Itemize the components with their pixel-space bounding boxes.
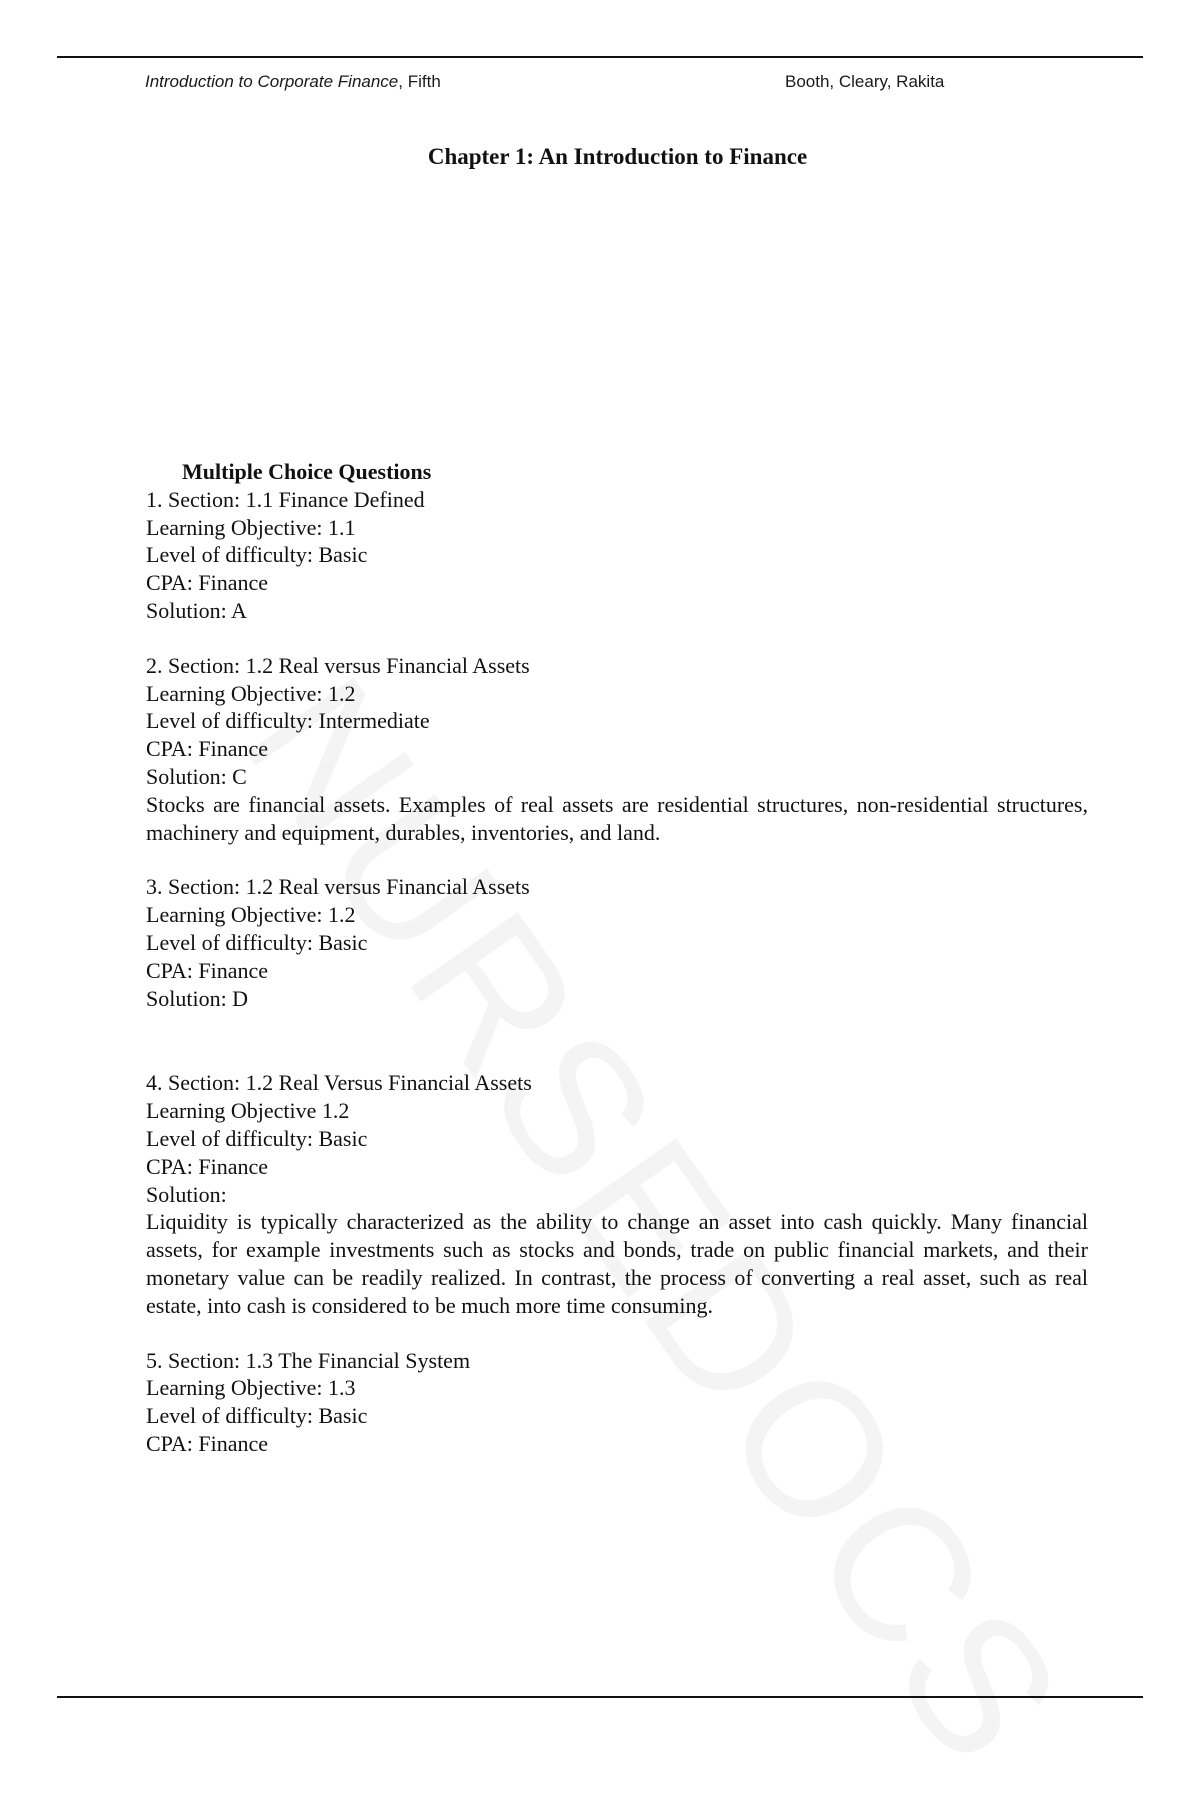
learning-objective: Learning Objective: 1.1 — [146, 514, 356, 540]
learning-objective: Learning Objective 1.2 — [146, 1098, 350, 1124]
difficulty-level: Level of difficulty: Basic — [146, 542, 368, 568]
question-item — [146, 1347, 1088, 1458]
section-heading: Multiple Choice Questions — [182, 459, 432, 484]
solution: Solution: A — [146, 597, 247, 623]
question-section: 4. Section: 1.2 Real Versus Financial Assets — [146, 1070, 532, 1096]
question-item — [146, 873, 1088, 1012]
learning-objective: Learning Objective: 1.3 — [146, 1375, 356, 1401]
difficulty-level: Level of difficulty: Intermediate — [146, 708, 430, 734]
question-list — [146, 458, 1088, 1458]
cpa-topic: CPA: Finance — [146, 736, 269, 762]
learning-objective: Learning Objective: 1.2 — [146, 680, 356, 706]
solution: Solution: D — [146, 985, 249, 1011]
running-header — [145, 72, 1045, 102]
solution-explanation: Stocks are financial assets. Examples of real assets are residential structures, non-residential structures, machinery and equipment, durables, inventories, and land. — [146, 791, 1088, 845]
question-section: 1. Section: 1.1 Finance Defined — [146, 486, 425, 512]
header-book-title: Introduction to Corporate Finance, Fifth — [145, 72, 441, 91]
cpa-topic: CPA: Finance — [146, 957, 269, 983]
question-section: 5. Section: 1.3 The Financial System — [146, 1347, 471, 1373]
top-rule — [57, 56, 1143, 58]
difficulty-level: Level of difficulty: Basic — [146, 1403, 368, 1429]
bottom-rule — [57, 1696, 1143, 1698]
cpa-topic: CPA: Finance — [146, 1430, 269, 1456]
solution-explanation: Liquidity is typically characterized as the ability to change an asset into cash quickly. Many financial assets, for example investments such as stocks and bonds, trade on public financial markets, and their monetary value can be readily realized. In contrast, the process of converting a real asset, such as real estate, into cash is considered to be much more time consuming. — [146, 1209, 1088, 1318]
learning-objective: Learning Objective: 1.2 — [146, 902, 356, 928]
solution: Solution: C — [146, 763, 247, 789]
question-section: 3. Section: 1.2 Real versus Financial Assets — [146, 874, 530, 900]
question-section: 2. Section: 1.2 Real versus Financial Assets — [146, 652, 530, 678]
question-item — [146, 652, 1088, 847]
solution: Solution: — [146, 1181, 227, 1207]
question-item — [146, 1069, 1088, 1319]
difficulty-level: Level of difficulty: Basic — [146, 929, 368, 955]
cpa-topic: CPA: Finance — [146, 1153, 269, 1179]
chapter-title: Chapter 1: An Introduction to Finance — [427, 144, 808, 169]
question-item — [146, 486, 1088, 625]
header-authors: Booth, Cleary, Rakita — [785, 72, 945, 91]
difficulty-level: Level of difficulty: Basic — [146, 1125, 368, 1151]
cpa-topic: CPA: Finance — [146, 570, 269, 596]
